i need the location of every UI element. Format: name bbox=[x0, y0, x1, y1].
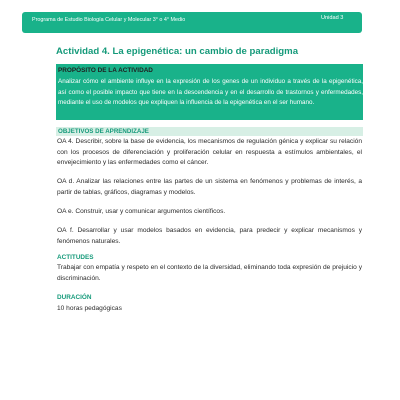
purpose-text: Analizar cómo el ambiente influye en la expresión de los genes de un individuo a través de la epigenética, así como el posible impacto que tiene en la descendencia y en el desarrollo de trastornos y enfermedades, mediante el uso de modelos que expliquen la influencia de la epigenética en el ser humano. bbox=[58, 78, 363, 107]
unit-label: Unidad 3 bbox=[321, 15, 344, 21]
attitudes-heading: ACTITUDES bbox=[57, 254, 94, 261]
program-title: Programa de Estudio Biología Celular y Molecular 3° o 4° Medio bbox=[32, 17, 186, 23]
purpose-box bbox=[56, 64, 363, 120]
objectives-heading-band bbox=[56, 127, 363, 136]
objective-oae: OA e. Construir, usar y comunicar argumentos científicos. bbox=[57, 208, 226, 215]
activity-title: Actividad 4. La epigenética: un cambio de paradigma bbox=[56, 46, 299, 57]
objectives-heading: OBJETIVOS DE APRENDIZAJE bbox=[58, 128, 149, 135]
attitudes-text: Trabajar con empatía y respeto en el contexto de la diversidad, eliminando toda expresión de prejuicio y discriminación. bbox=[57, 264, 362, 282]
header-bar bbox=[22, 12, 362, 33]
objective-oaf: OA f. Desarrollar y usar modelos basados en evidencia, para predecir y explicar mecanismos y fenómenos naturales. bbox=[57, 227, 362, 245]
objective-oad: OA d. Analizar las relaciones entre las partes de un sistema en fenómenos y problemas de interés, a partir de tablas, gráficos, diagramas y modelos. bbox=[57, 178, 362, 196]
objective-oa4: OA 4. Describir, sobre la base de evidencia, los mecanismos de regulación génica y explicar su relación con los procesos de diferenciación y proliferación celular en respuesta a estímulos ambientales, el envejecimiento y las enfermedades como el cáncer. bbox=[57, 138, 362, 167]
purpose-heading: PROPÓSITO DE LA ACTIVIDAD bbox=[58, 67, 153, 74]
duration-text: 10 horas pedagógicas bbox=[57, 305, 122, 312]
duration-heading: DURACIÓN bbox=[57, 294, 92, 301]
